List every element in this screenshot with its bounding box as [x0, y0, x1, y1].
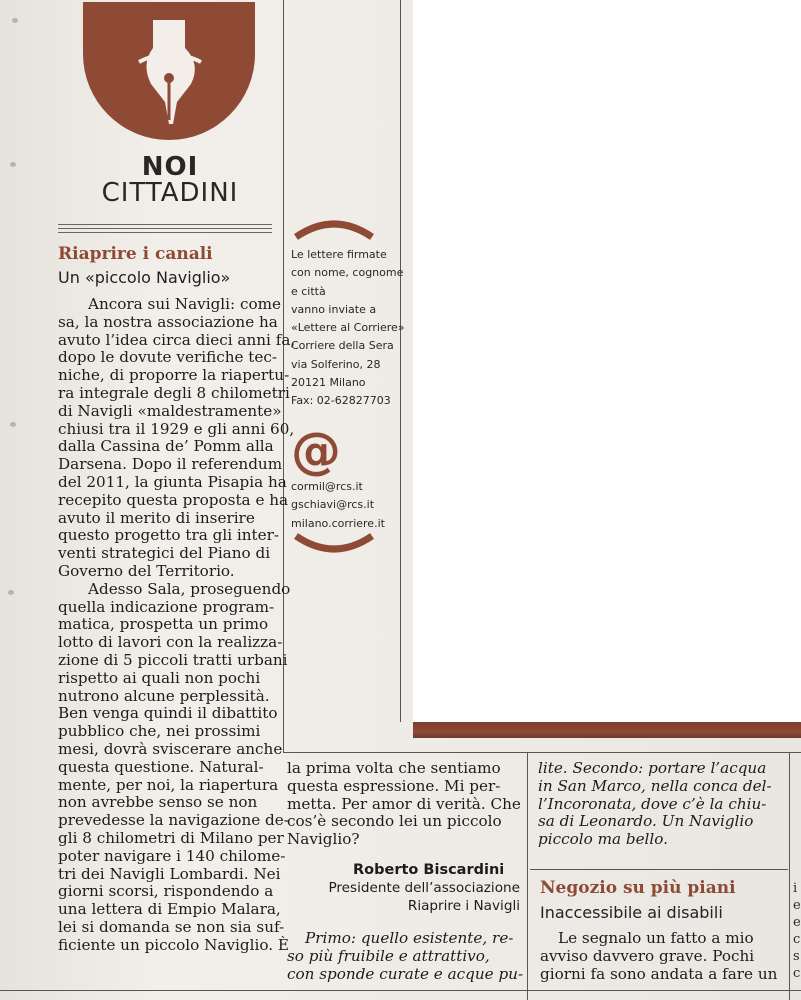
- text-line: lotto di lavori con la realizza-: [58, 633, 283, 652]
- text-line: l’Incoronata, dove c’è la chiu-: [538, 794, 767, 813]
- divider: [58, 228, 272, 229]
- text-line: Governo del Territorio.: [58, 561, 235, 580]
- text-line: di Navigli «maldestramente»: [58, 401, 282, 420]
- text-line: rispetto ai quali non pochi: [58, 668, 261, 687]
- text-line: niche, di proporre la riapertu-: [58, 366, 290, 385]
- text-line: lei si domanda se non sia suf-: [58, 917, 285, 936]
- contact-email[interactable]: cormil@rcs.it: [291, 480, 363, 493]
- info-line: «Lettere al Corriere»: [291, 321, 405, 335]
- text-line: questa espressione. Mi per-: [287, 776, 501, 795]
- paper-hole: [10, 162, 16, 167]
- pen-nib-logo: [83, 2, 255, 140]
- text-line: Ben venga quindi il dibattito: [58, 704, 278, 723]
- text-line: poter navigare i 140 chilome-: [58, 846, 286, 865]
- text-line: una lettera di Empio Malara,: [58, 900, 281, 919]
- role-line: Riaprire i Navigli: [407, 897, 520, 914]
- text-line: tri dei Navigli Lombardi. Nei: [58, 864, 281, 883]
- text-line: con sponde curate e acque pu-: [287, 964, 524, 983]
- edge-letter: s: [793, 949, 800, 964]
- info-line: Le lettere firmate: [291, 248, 387, 261]
- info-line: 20121 Milano: [291, 376, 366, 390]
- text-line: chiusi tra il 1929 e gli anni 60,: [58, 419, 295, 438]
- text-line: piccolo ma bello.: [538, 830, 668, 849]
- text-line: lite. Secondo: portare l’acqua: [538, 759, 767, 777]
- text-line: Le segnalo un fatto a mio: [558, 929, 754, 947]
- horizontal-rule: [283, 752, 801, 753]
- bottom-arc: [292, 532, 376, 558]
- divider: [58, 232, 272, 233]
- text-line: matica, prospetta un primo: [58, 615, 269, 634]
- paper-hole: [8, 590, 14, 595]
- info-line: Fax: 02-62827703: [291, 394, 391, 408]
- reply-col3: [538, 760, 772, 849]
- text-line: avuto l’idea circa dieci anni fa,: [58, 330, 296, 349]
- text-line: in San Marco, nella conca del-: [538, 776, 772, 795]
- text-line: zione di 5 piccoli tratti urbani: [58, 650, 288, 669]
- text-line: pubblico che, nei prossimi: [58, 722, 261, 741]
- article2-kicker: Negozio su più piani: [540, 878, 736, 898]
- text-line: ra integrale degli 8 chilometri: [58, 383, 290, 402]
- text-line: Naviglio?: [287, 830, 360, 849]
- horizontal-rule: [0, 990, 801, 991]
- article2-headline: Inaccessibile ai disabili: [540, 903, 723, 922]
- article-kicker: Riaprire i canali: [58, 244, 213, 264]
- article-headline: Un «piccolo Naviglio»: [58, 268, 231, 287]
- text-line: ficiente un piccolo Naviglio. È: [58, 935, 289, 954]
- text-line: avuto il merito di inserire: [58, 508, 255, 527]
- text-line: so più fruibile e attrattivo,: [287, 946, 490, 965]
- info-line: via Solferino, 28: [291, 357, 381, 371]
- info-line: e città: [291, 284, 326, 298]
- text-line: Adesso Sala, proseguendo: [88, 579, 291, 598]
- pen-nib-icon: [83, 2, 255, 140]
- role-line: Presidente dell’associazione: [328, 880, 520, 896]
- text-line: questa questione. Natural-: [58, 757, 264, 776]
- author-role: [282, 880, 520, 915]
- top-arc: [292, 215, 376, 241]
- text-line: questo progetto tra gli inter-: [58, 526, 280, 545]
- text-line: sa, la nostra associazione ha: [58, 312, 278, 331]
- edge-letter: c: [793, 966, 801, 981]
- text-line: dopo le dovute verifiche tec-: [58, 348, 278, 367]
- reply-col2: [287, 930, 523, 983]
- text-line: del 2011, la giunta Pisapia ha: [58, 472, 287, 491]
- horizontal-rule: [530, 869, 788, 870]
- contact-website[interactable]: milano.corriere.it: [291, 516, 385, 530]
- info-line: con nome, cognome: [291, 266, 404, 280]
- text-line: giorni scorsi, rispondendo a: [58, 882, 274, 901]
- text-line: sa di Leonardo. Un Naviglio: [538, 812, 754, 831]
- edge-letter: e: [793, 915, 801, 930]
- text-line: mesi, dovrà sviscerare anche: [58, 739, 283, 758]
- article-body-col2: [287, 760, 521, 849]
- author-name: Roberto Biscardini: [353, 862, 505, 878]
- edge-letter: e: [793, 898, 801, 913]
- text-line: metta. Per amor di verità. Che: [287, 794, 521, 813]
- text-line: venti strategici del Piano di: [58, 544, 271, 563]
- column-rule: [789, 752, 790, 1000]
- text-line: la prima volta che sentiamo: [287, 759, 501, 777]
- text-line: giorni fa sono andata a fare un: [540, 964, 778, 983]
- contact-email[interactable]: gschiavi@rcs.it: [291, 498, 375, 512]
- text-line: prevedesse la navigazione de-: [58, 811, 289, 830]
- text-line: Ancora sui Navigli: come: [88, 295, 282, 313]
- at-icon: @: [291, 422, 341, 480]
- text-line: avviso davvero grave. Pochi: [540, 946, 755, 965]
- text-line: gli 8 chilometri di Milano per: [58, 828, 284, 847]
- text-line: mente, per noi, la riapertura: [58, 775, 279, 794]
- article2-body: [540, 930, 777, 983]
- contacts: [291, 478, 385, 533]
- text-line: Darsena. Dopo il referendum: [58, 455, 283, 474]
- text-line: quella indicazione program-: [58, 597, 275, 616]
- masthead-noi: NOI: [141, 152, 199, 182]
- edge-letter: i: [793, 881, 798, 896]
- text-line: nutrono alcune perplessità.: [58, 686, 270, 705]
- edge-letter: c: [793, 932, 801, 947]
- cut-column-edge: [793, 880, 801, 982]
- divider: [58, 224, 272, 225]
- column-rule: [527, 752, 528, 1000]
- article-body-col1: [58, 296, 295, 954]
- accent-bar: [413, 722, 801, 738]
- blank-area: [413, 0, 801, 722]
- text-line: non avrebbe senso se non: [58, 793, 258, 812]
- text-line: dalla Cassina de’ Pomm alla: [58, 437, 274, 456]
- text-line: cos’è secondo lei un piccolo: [287, 812, 502, 831]
- info-line: vanno inviate a: [291, 302, 377, 316]
- paper-hole: [12, 18, 18, 23]
- paper-hole: [10, 422, 16, 427]
- text-line: Primo: quello esistente, re-: [305, 929, 514, 947]
- info-line: Corriere della Sera: [291, 339, 394, 353]
- text-line: recepito questa proposta e ha: [58, 490, 289, 509]
- letters-info: [291, 246, 405, 411]
- masthead-cittadini: CITTADINI: [101, 178, 239, 208]
